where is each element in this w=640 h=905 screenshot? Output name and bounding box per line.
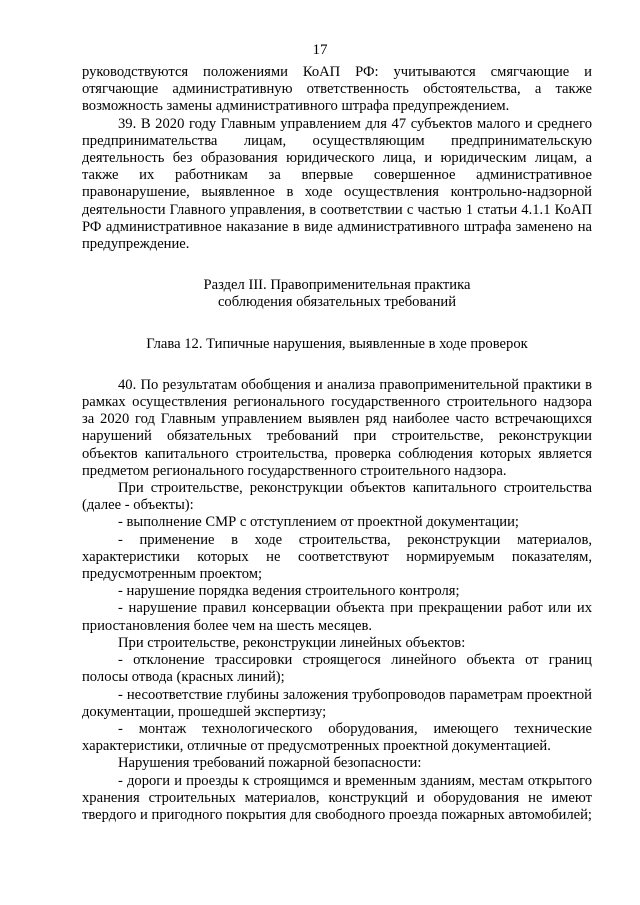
list-item: - нарушение правил консервации объекта при прекращении работ или их приостановления более чем на шесть месяцев.	[82, 600, 592, 634]
list-item: - несоответствие глубины заложения трубопроводов параметрам проектной документации, прошедшей экспертизу;	[82, 686, 592, 720]
list-item: - монтаж технологического оборудования, имеющего технические характеристики, отличные от предусмотренных проектной документацией.	[82, 720, 592, 755]
list-item: - нарушение порядка ведения строительного контроля;	[118, 583, 460, 600]
paragraph-group	[82, 377, 592, 824]
paragraph-continuation: руководствуются положениями КоАП РФ: учитываются смягчающие и отягчающие административную ответственность обстоятельства, а также возможность замены административного штрафа предупреждением.	[82, 64, 592, 115]
page-number: 17	[312, 42, 328, 58]
section-heading-line-1: Раздел III. Правоприменительная практика	[203, 277, 471, 294]
paragraph-objects-intro: При строительстве, реконструкции объектов капитального строительства (далее - объекты):	[82, 480, 592, 514]
paragraph-fire-safety-intro: Нарушения требований пожарной безопасности:	[118, 755, 422, 772]
list-item: - выполнение СМР с отступлением от проектной документации;	[118, 514, 519, 531]
chapter-heading: Глава 12. Типичные нарушения, выявленные в ходе проверок	[146, 335, 528, 352]
section-heading	[82, 277, 592, 311]
paragraph-39: 39. В 2020 году Главным управлением для 47 субъектов малого и среднего предпринимательства лицам, осуществляющим предпринимательскую деятельность без образования юридического лица, и юридическим лицам, а также их работникам за впервые совершенное административное правонарушение, выявленное в ходе осуществления контрольно-надзорной деятельности Главного управления, в соответствии с частью 1 статьи 4.1.1 КоАП РФ административное наказание в виде административного штрафа заменено на предупреждение.	[82, 115, 592, 253]
list-item: - дороги и проезды к строящимся и временным зданиям, местам открытого хранения строительных материалов, конструкций и оборудования не имеют твердого и пригодного покрытия для свободного проезда пожарных автомобилей;	[82, 772, 592, 823]
list-item: - отклонение трассировки строящегося линейного объекта от границ полосы отвода (красных линий);	[82, 652, 592, 686]
section-heading-line-2: соблюдения обязательных требований	[217, 294, 457, 311]
paragraph-40: 40. По результатам обобщения и анализа правоприменительной практики в рамках осуществления регионального государственного строительного надзора за 2020 год Главным управлением выявлен ряд наиболее часто встречающихся нарушений обязательных требований при строительстве, реконструкции объектов капитального строительства, проверка соблюдения которых является предметом регионального государственного строительного надзора.	[82, 376, 592, 479]
document-body	[82, 64, 592, 824]
paragraph-linear-objects-intro: При строительстве, реконструкции линейных объектов:	[118, 634, 466, 651]
list-item: - применение в ходе строительства, реконструкции материалов, характеристики которых не соответствуют нормируемым показателям, предусмотренным проектом;	[82, 531, 592, 583]
